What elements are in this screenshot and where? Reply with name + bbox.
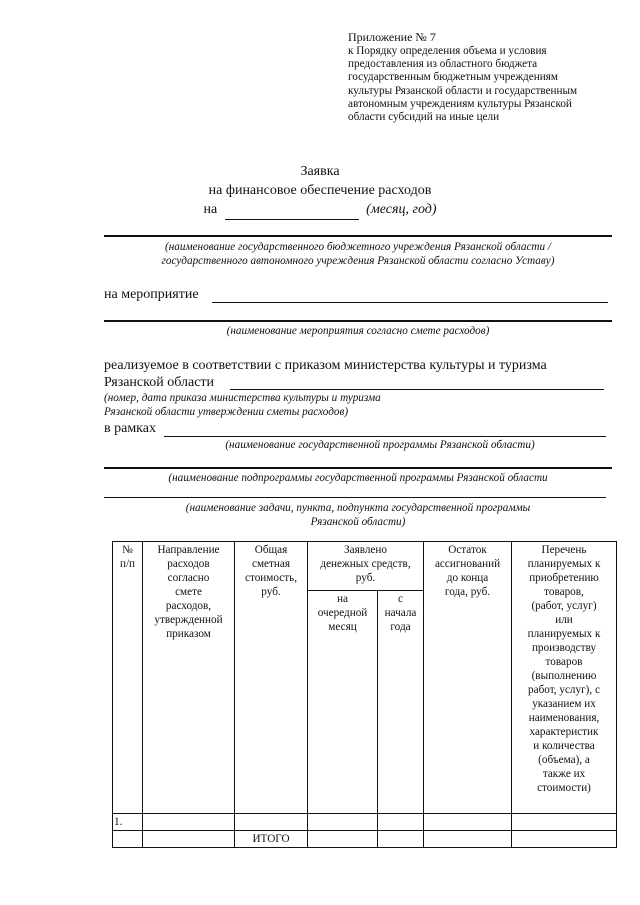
header-balance-line: ассигнований — [434, 558, 501, 570]
header-year-line: года — [390, 621, 411, 633]
header-list-line: характеристик — [529, 726, 599, 738]
task-caption-line1: (наименование задачи, пункта, подпункта государственной программы — [185, 502, 531, 514]
table-row — [113, 814, 617, 831]
header-year-line: начала — [384, 607, 417, 619]
event-caption: (наименование мероприятия согласно смете расходов) — [226, 325, 490, 337]
header-list-line: (выполнению — [531, 670, 597, 682]
header-list-line: Перечень — [541, 544, 587, 556]
total-num — [113, 831, 143, 848]
header-year — [378, 591, 424, 814]
program-label: в рамках — [104, 421, 156, 436]
institution-caption-line1: (наименование государственного бюджетного учреждения Рязанской области / — [164, 241, 552, 253]
header-declared-line: руб. — [355, 572, 376, 584]
institution-caption-line2: государственного автономного учреждения Рязанской области согласно Уставу) — [161, 255, 555, 267]
header-list-line: работ, услуг), с — [528, 684, 600, 696]
header-direction-line: утвержденной — [154, 614, 223, 626]
header-month-line: очередной — [317, 607, 368, 619]
order-caption1: (номер, дата приказа министерства культуры и туризма — [104, 392, 381, 404]
task-caption — [104, 501, 612, 529]
header-balance-line: года, руб. — [444, 586, 491, 598]
cell-direction[interactable] — [143, 814, 235, 831]
header-list-line: приобретению — [529, 572, 599, 584]
title-prefix: на — [203, 202, 218, 217]
header-list-line: наименования, — [528, 712, 600, 724]
total-label-blank — [143, 831, 235, 848]
order-caption2: Рязанской области утверждении сметы расходов) — [104, 406, 349, 418]
cell-list[interactable] — [512, 814, 617, 831]
task-caption-line2: Рязанской области) — [310, 516, 406, 528]
header-num — [113, 542, 143, 814]
header-list-line: планируемых к — [527, 628, 601, 640]
header-list-line: стоимости) — [537, 782, 591, 794]
total-month[interactable] — [308, 831, 378, 848]
title-line3 — [0, 200, 640, 220]
header-list-line: планируемых к — [527, 558, 601, 570]
header-declared-line: денежных средств, — [320, 558, 411, 570]
header-list-line: производству — [531, 642, 597, 654]
header-direction — [143, 542, 235, 814]
header-month-line: месяц — [328, 621, 357, 633]
table-total-row — [113, 831, 617, 848]
header-total-line: руб. — [261, 586, 281, 598]
document-title — [0, 162, 640, 220]
order-field[interactable] — [230, 389, 604, 390]
header-year-line: с — [398, 593, 403, 605]
order-line1: реализуемое в соответствии с приказом министерства культуры и туризма — [104, 358, 547, 373]
header-list-line: указанием их — [532, 698, 596, 710]
header-list-line: или — [555, 614, 573, 626]
header-direction-line: расходов, — [165, 600, 212, 612]
subprogram-line[interactable] — [104, 467, 612, 469]
month-year-field[interactable] — [225, 200, 359, 220]
header-direction-line: приказом — [166, 628, 211, 640]
header-total-line: стоимость, — [245, 572, 297, 584]
subprogram-caption: (наименование подпрограммы государственной программы Рязанской области — [168, 472, 548, 484]
annex-block — [348, 30, 628, 124]
institution-line[interactable] — [104, 235, 612, 237]
institution-caption — [98, 240, 618, 268]
header-balance-line: Остаток — [448, 544, 487, 556]
header-total-cost — [235, 542, 308, 814]
table-header-row — [113, 542, 617, 591]
total-label: ИТОГО — [235, 831, 308, 848]
header-list-line: (работ, услуг) — [531, 600, 597, 612]
annex-line: к Порядку определения объема и условия — [348, 45, 547, 57]
header-direction-line: смете — [175, 586, 202, 598]
annex-line: области субсидий на иные цели — [348, 111, 500, 124]
header-declared — [308, 542, 424, 591]
annex-number: Приложение № 7 — [348, 30, 436, 44]
order-line2: Рязанской области — [104, 375, 215, 390]
header-balance-line: до конца — [446, 572, 489, 584]
program-caption: (наименование государственной программы Рязанской области) — [225, 439, 535, 451]
expenses-table — [112, 541, 617, 848]
header-direction-line: Направление — [157, 544, 220, 556]
header-declared-line: Заявлено — [344, 544, 387, 556]
header-total-line: сметная — [252, 558, 290, 570]
header-direction-line: согласно — [167, 572, 210, 584]
header-month — [308, 591, 378, 814]
header-month-line: на — [337, 593, 348, 605]
event-label: на мероприятие — [104, 287, 199, 302]
annex-line: культуры Рязанской области и государственным — [348, 84, 578, 97]
event-line[interactable] — [104, 320, 612, 322]
total-balance[interactable] — [424, 831, 512, 848]
total-list[interactable] — [512, 831, 617, 848]
annex-line: государственным бюджетным учреждениям — [348, 71, 558, 84]
annex-line: предоставления из областного бюджета — [348, 58, 538, 71]
header-list-line: товаров — [545, 656, 583, 668]
row-num: 1. — [113, 814, 143, 831]
header-list-line: товаров, — [544, 586, 584, 598]
title-line1: Заявка — [300, 164, 340, 179]
header-list-line: (объема), а — [538, 754, 590, 766]
task-line[interactable] — [104, 497, 606, 498]
header-num-line: № — [122, 544, 133, 556]
title-suffix: (месяц, год) — [366, 202, 437, 217]
header-list — [512, 542, 617, 814]
header-list-line: и количества — [533, 740, 595, 752]
cell-total[interactable] — [235, 814, 308, 831]
annex-line: автономным учреждениям культуры Рязанской — [348, 97, 572, 110]
cell-balance[interactable] — [424, 814, 512, 831]
header-list-line: также их — [542, 768, 586, 780]
header-num-line: п/п — [119, 558, 136, 570]
cell-year[interactable] — [378, 814, 424, 831]
header-total-line: Общая — [254, 544, 288, 556]
total-year[interactable] — [378, 831, 424, 848]
cell-month[interactable] — [308, 814, 378, 831]
event-field[interactable] — [212, 302, 608, 303]
header-balance — [424, 542, 512, 814]
title-line2: на финансовое обеспечение расходов — [208, 183, 432, 198]
header-direction-line: расходов — [167, 558, 210, 570]
program-field[interactable] — [164, 436, 606, 437]
